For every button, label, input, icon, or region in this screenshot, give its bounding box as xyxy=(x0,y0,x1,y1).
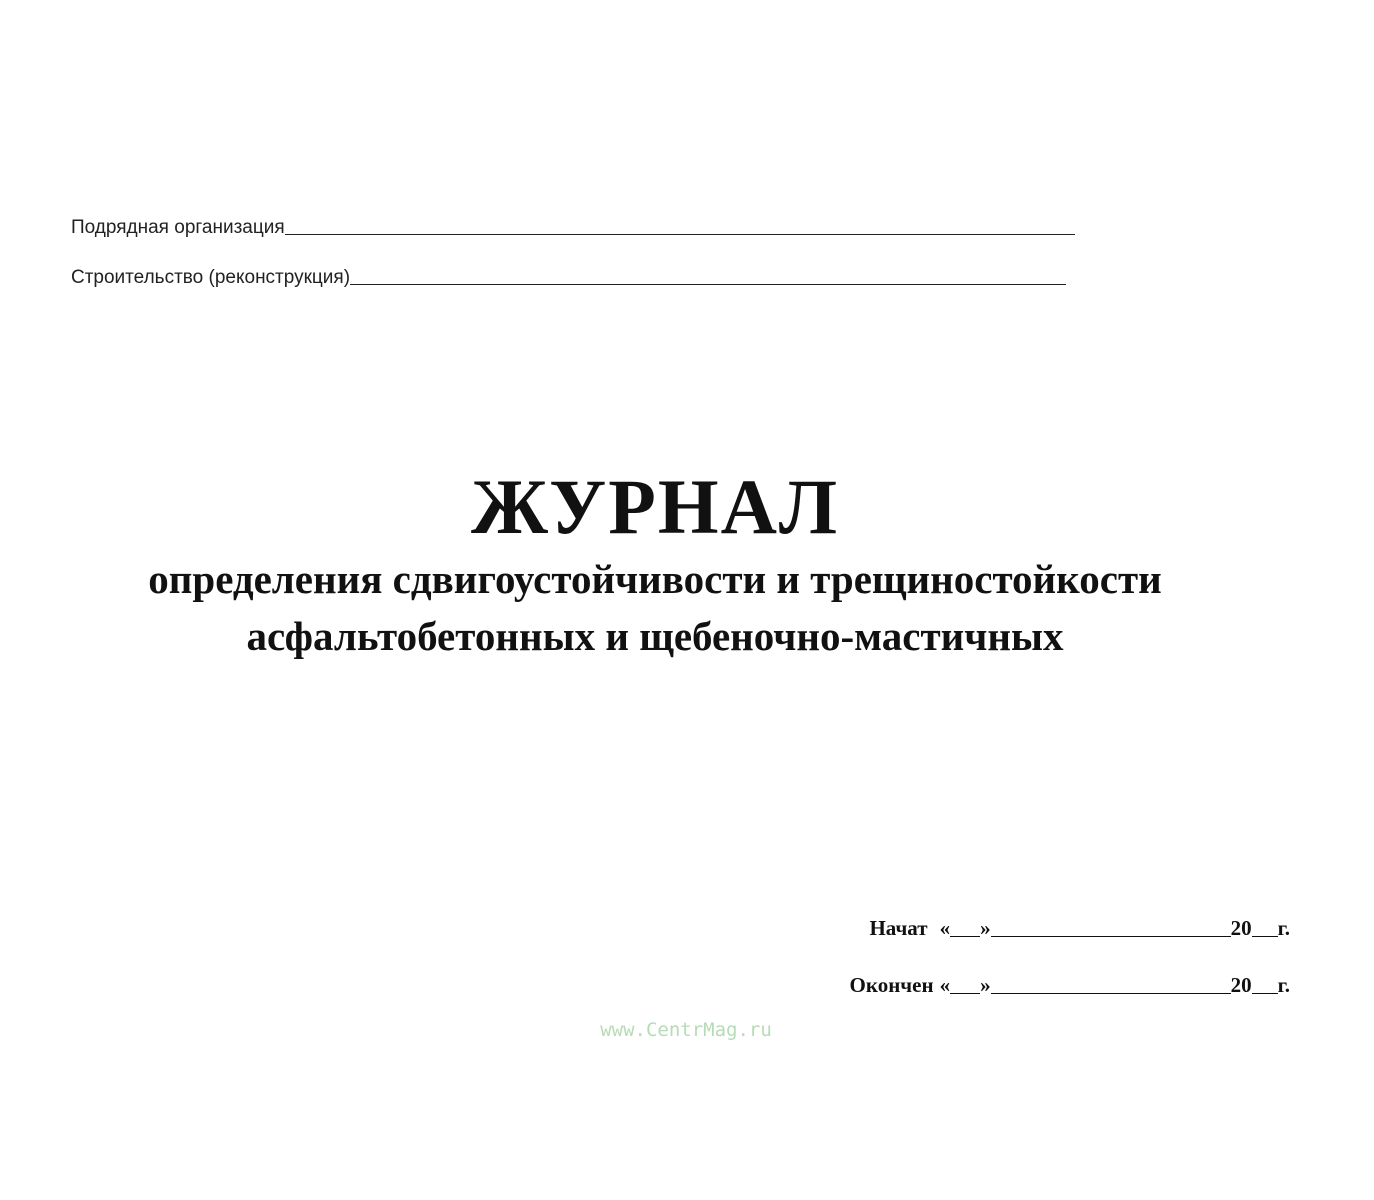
end-date-label: Окончен xyxy=(849,973,934,997)
start-century: 20 xyxy=(1230,916,1252,940)
start-day-blank xyxy=(950,918,980,937)
contractor-label: Подрядная организация xyxy=(71,217,285,238)
start-open-quote: « xyxy=(939,916,951,940)
end-day-blank xyxy=(950,975,980,994)
start-year-suffix: г. xyxy=(1277,916,1290,940)
construction-label: Строительство (реконструкция) xyxy=(71,267,351,288)
end-month-blank xyxy=(991,975,1231,994)
journal-subtitle-line-1: определения сдвигоустойчивости и трещиностойкости xyxy=(148,556,1162,602)
journal-title: ЖУРНАЛ xyxy=(470,463,840,550)
end-century: 20 xyxy=(1230,973,1252,997)
end-date-row xyxy=(850,973,1290,997)
end-open-quote: « xyxy=(939,973,951,997)
contractor-blank-line xyxy=(285,216,1075,235)
start-close-quote: » xyxy=(980,916,991,940)
construction-blank-line xyxy=(350,266,1066,285)
watermark xyxy=(0,1019,1374,1041)
end-close-quote: » xyxy=(980,973,991,997)
journal-subtitle-line-2: асфальтобетонных и щебеночно-мастичных xyxy=(246,613,1064,659)
construction-field xyxy=(71,266,1066,289)
watermark-text: www.CentrMag.ru xyxy=(600,1019,772,1041)
end-year-blank xyxy=(1252,975,1278,994)
start-year-blank xyxy=(1252,918,1278,937)
start-date-label: Начат xyxy=(869,916,928,940)
end-year-suffix: г. xyxy=(1277,973,1290,997)
start-date-row xyxy=(869,916,1290,940)
contractor-field xyxy=(71,216,1075,239)
start-month-blank xyxy=(991,918,1231,937)
